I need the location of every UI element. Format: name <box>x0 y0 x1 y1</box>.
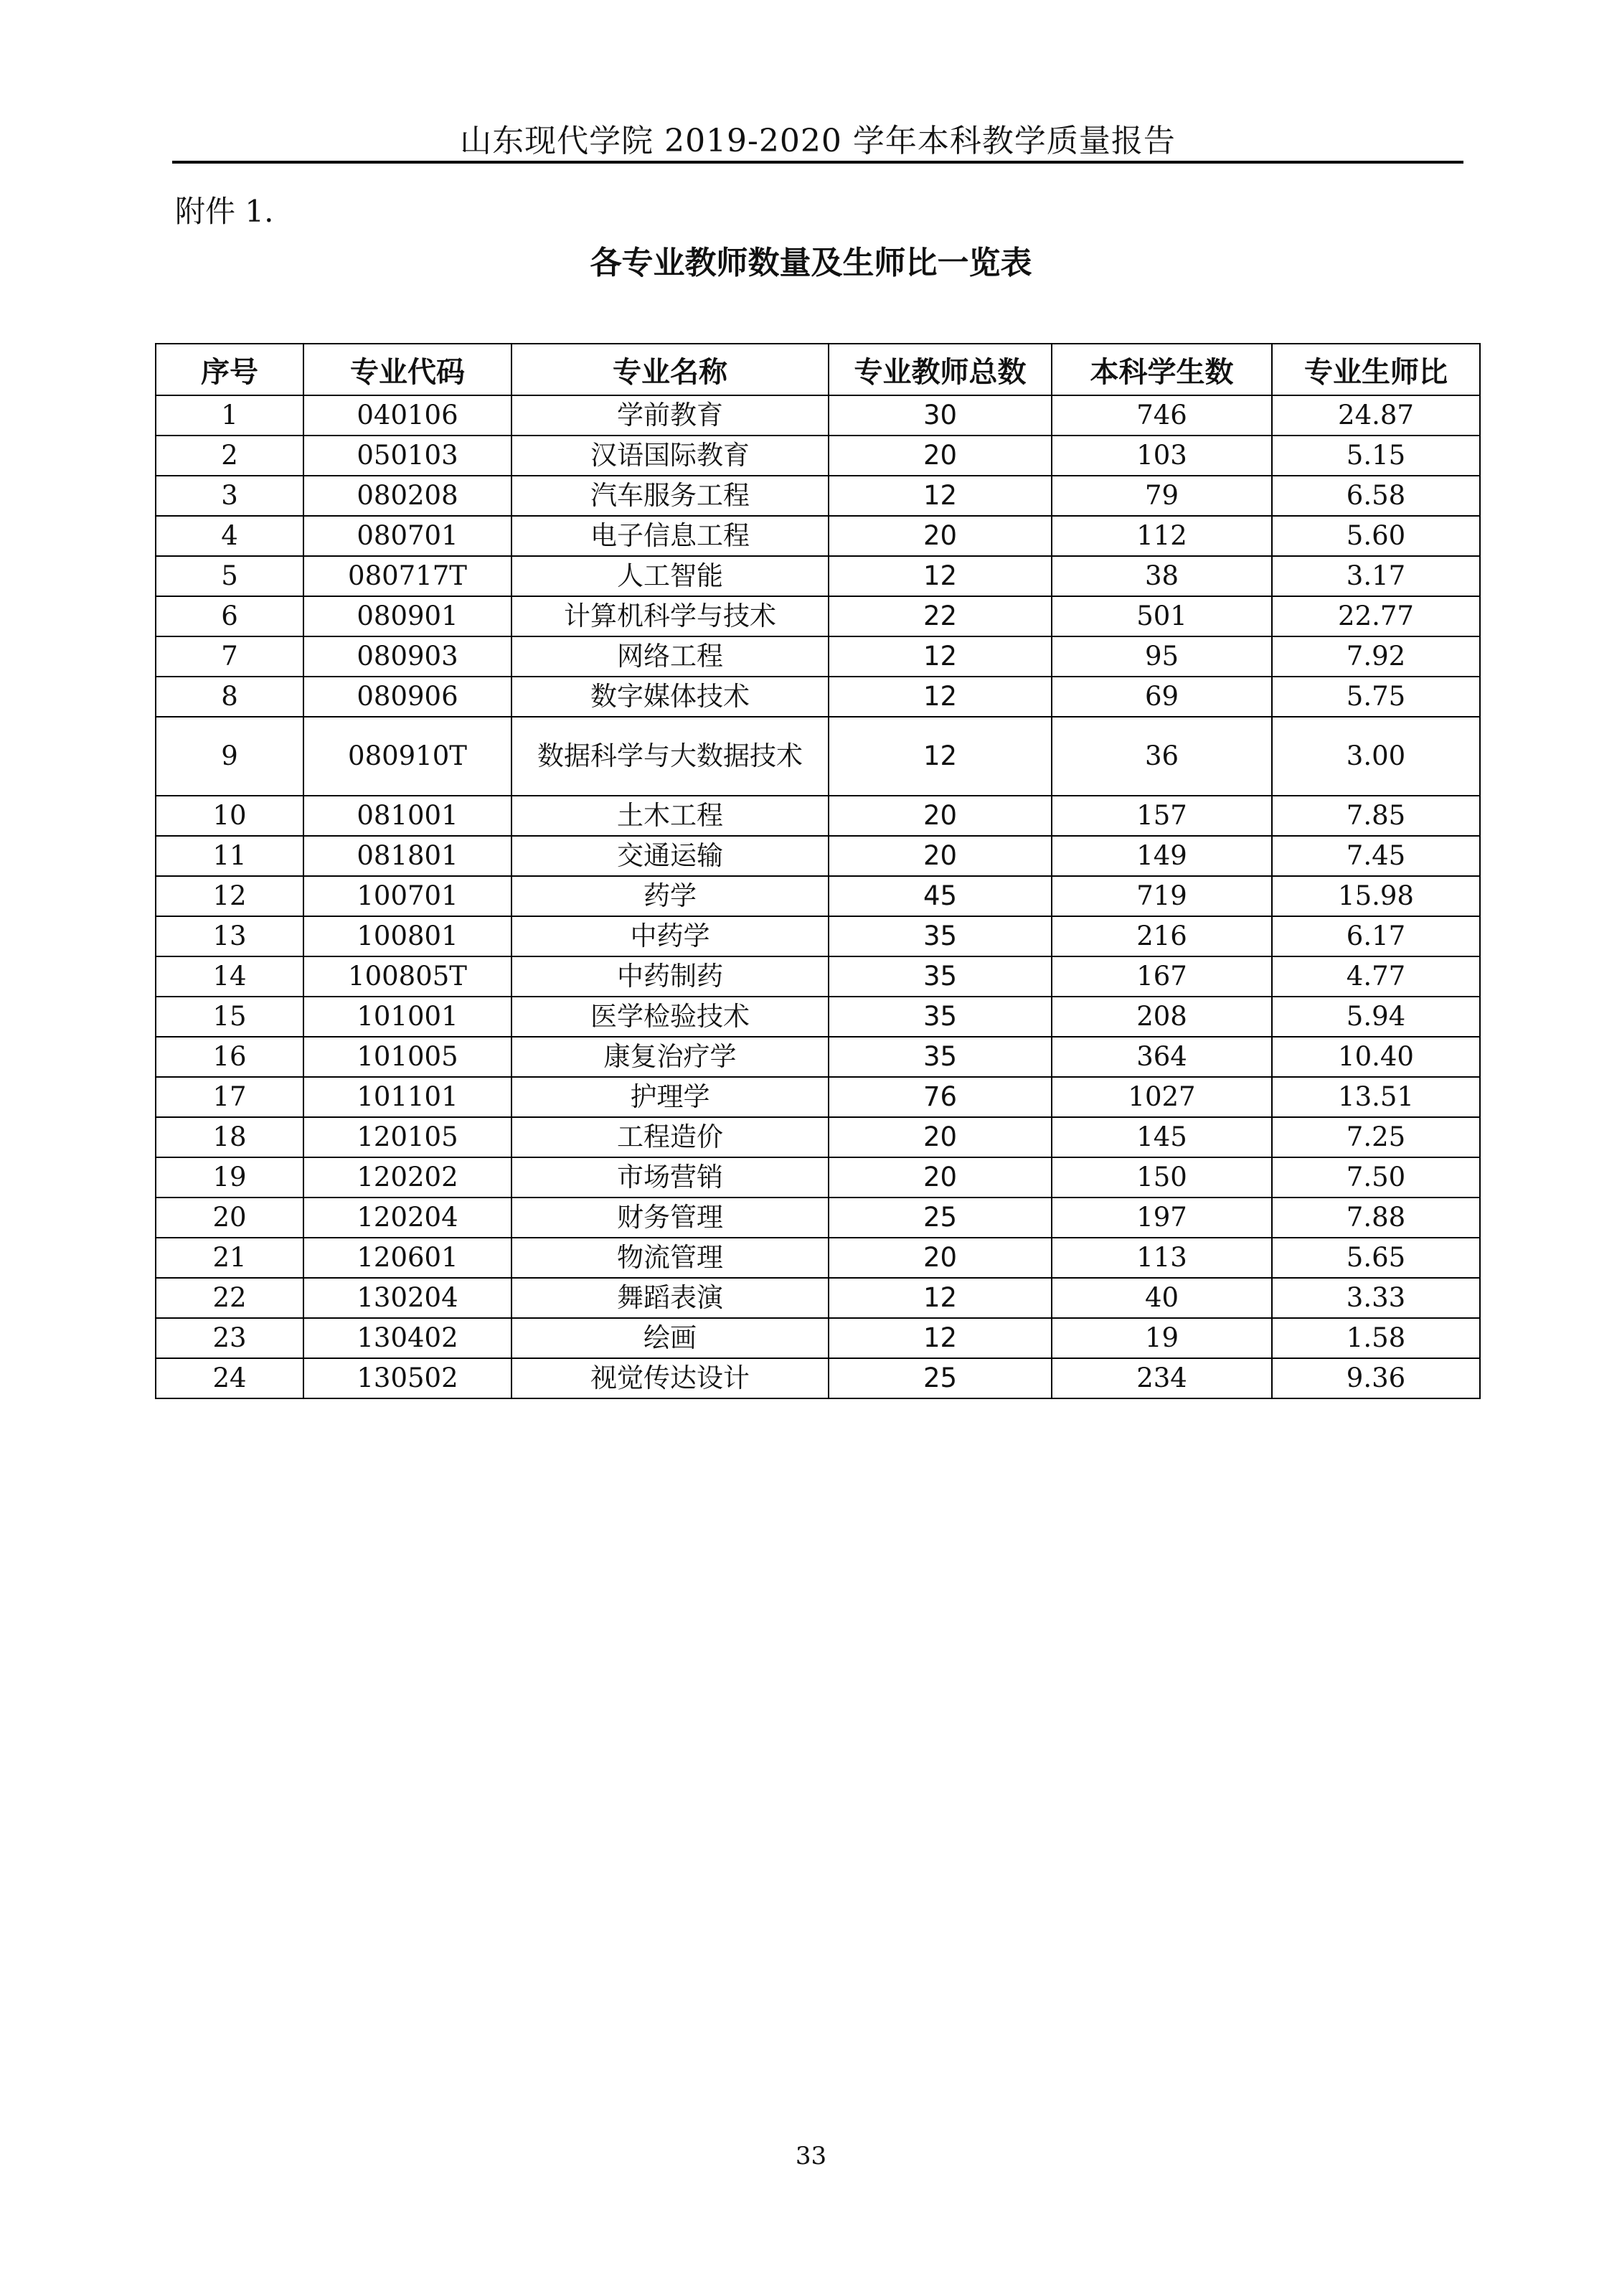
table-row <box>156 1077 1480 1117</box>
cell-students: 79 <box>1052 476 1272 516</box>
cell-no: 18 <box>156 1117 303 1157</box>
table-row <box>156 876 1480 916</box>
major-name: 中药制药 <box>617 960 723 992</box>
table-row <box>156 717 1480 796</box>
cell-no: 1 <box>156 395 303 436</box>
cell-students: 197 <box>1052 1198 1272 1238</box>
cell-name <box>511 876 829 916</box>
table-row <box>156 1238 1480 1278</box>
cell-teachers: 76 <box>829 1077 1052 1117</box>
cell-ratio: 7.88 <box>1272 1198 1480 1238</box>
cell-students: 1027 <box>1052 1077 1272 1117</box>
header-rule <box>172 161 1463 164</box>
cell-code: 120601 <box>303 1238 511 1278</box>
cell-teachers: 35 <box>829 997 1052 1037</box>
cell-students: 150 <box>1052 1157 1272 1198</box>
cell-code: 050103 <box>303 436 511 476</box>
table-row <box>156 1157 1480 1198</box>
cell-no: 3 <box>156 476 303 516</box>
cell-name <box>511 1238 829 1278</box>
cell-ratio: 9.36 <box>1272 1358 1480 1398</box>
cell-name <box>511 436 829 476</box>
cell-no: 9 <box>156 717 303 796</box>
cell-teachers: 12 <box>829 1278 1052 1318</box>
cell-ratio: 3.00 <box>1272 717 1480 796</box>
cell-ratio: 7.45 <box>1272 836 1480 876</box>
cell-students: 36 <box>1052 717 1272 796</box>
cell-ratio: 7.92 <box>1272 636 1480 677</box>
cell-no: 21 <box>156 1238 303 1278</box>
cell-no: 17 <box>156 1077 303 1117</box>
cell-students: 112 <box>1052 516 1272 556</box>
cell-ratio: 4.77 <box>1272 956 1480 997</box>
table-row <box>156 1358 1480 1398</box>
teacher-ratio-table <box>155 343 1481 1399</box>
cell-code: 081801 <box>303 836 511 876</box>
cell-students: 69 <box>1052 677 1272 717</box>
cell-ratio: 7.25 <box>1272 1117 1480 1157</box>
cell-students: 746 <box>1052 395 1272 436</box>
cell-ratio: 3.17 <box>1272 556 1480 596</box>
cell-teachers: 35 <box>829 916 1052 956</box>
cell-students: 103 <box>1052 436 1272 476</box>
cell-name <box>511 1358 829 1398</box>
cell-name <box>511 677 829 717</box>
cell-ratio: 7.85 <box>1272 796 1480 836</box>
cell-teachers: 12 <box>829 1318 1052 1358</box>
cell-code: 120105 <box>303 1117 511 1157</box>
major-name: 财务管理 <box>617 1201 723 1233</box>
cell-teachers: 20 <box>829 1117 1052 1157</box>
cell-code: 101005 <box>303 1037 511 1077</box>
major-name: 电子信息工程 <box>590 519 750 551</box>
cell-teachers: 20 <box>829 1157 1052 1198</box>
cell-name <box>511 1157 829 1198</box>
cell-no: 4 <box>156 516 303 556</box>
column-header-students: 本科学生数 <box>1052 344 1272 395</box>
major-name: 中药学 <box>630 920 710 951</box>
cell-no: 2 <box>156 436 303 476</box>
cell-ratio: 3.33 <box>1272 1278 1480 1318</box>
table-row <box>156 956 1480 997</box>
major-name: 数据科学与大数据技术 <box>537 740 803 771</box>
cell-no: 7 <box>156 636 303 677</box>
major-name: 舞蹈表演 <box>617 1281 723 1313</box>
cell-students: 234 <box>1052 1358 1272 1398</box>
cell-name <box>511 1278 829 1318</box>
cell-name <box>511 395 829 436</box>
cell-no: 24 <box>156 1358 303 1398</box>
table-row <box>156 516 1480 556</box>
cell-name <box>511 516 829 556</box>
major-name: 绘画 <box>643 1322 697 1353</box>
cell-code: 081001 <box>303 796 511 836</box>
table-body <box>156 395 1480 1398</box>
cell-name <box>511 636 829 677</box>
major-name: 工程造价 <box>617 1121 723 1152</box>
table-row <box>156 556 1480 596</box>
column-header-ratio: 专业生师比 <box>1272 344 1480 395</box>
cell-no: 15 <box>156 997 303 1037</box>
cell-students: 216 <box>1052 916 1272 956</box>
column-header-no: 序号 <box>156 344 303 395</box>
cell-no: 14 <box>156 956 303 997</box>
cell-teachers: 20 <box>829 796 1052 836</box>
cell-no: 20 <box>156 1198 303 1238</box>
cell-ratio: 13.51 <box>1272 1077 1480 1117</box>
cell-teachers: 35 <box>829 1037 1052 1077</box>
cell-code: 080910T <box>303 717 511 796</box>
cell-teachers: 25 <box>829 1358 1052 1398</box>
cell-students: 208 <box>1052 997 1272 1037</box>
cell-teachers: 20 <box>829 516 1052 556</box>
column-header-code: 专业代码 <box>303 344 511 395</box>
major-name: 人工智能 <box>617 560 723 591</box>
cell-students: 40 <box>1052 1278 1272 1318</box>
cell-code: 120204 <box>303 1198 511 1238</box>
cell-name <box>511 1117 829 1157</box>
cell-name <box>511 836 829 876</box>
cell-teachers: 22 <box>829 596 1052 636</box>
table-row <box>156 796 1480 836</box>
cell-students: 167 <box>1052 956 1272 997</box>
major-name: 计算机科学与技术 <box>564 600 776 631</box>
major-name: 药学 <box>643 880 697 911</box>
cell-no: 16 <box>156 1037 303 1077</box>
cell-no: 13 <box>156 916 303 956</box>
cell-ratio: 5.94 <box>1272 997 1480 1037</box>
cell-teachers: 20 <box>829 1238 1052 1278</box>
cell-ratio: 7.50 <box>1272 1157 1480 1198</box>
cell-students: 719 <box>1052 876 1272 916</box>
cell-code: 080901 <box>303 596 511 636</box>
cell-students: 113 <box>1052 1238 1272 1278</box>
table-row <box>156 1117 1480 1157</box>
cell-code: 130502 <box>303 1358 511 1398</box>
cell-code: 100805T <box>303 956 511 997</box>
major-name: 医学检验技术 <box>590 1000 750 1032</box>
cell-name <box>511 476 829 516</box>
cell-no: 11 <box>156 836 303 876</box>
cell-ratio: 15.98 <box>1272 876 1480 916</box>
cell-no: 23 <box>156 1318 303 1358</box>
cell-ratio: 5.65 <box>1272 1238 1480 1278</box>
cell-name <box>511 717 829 796</box>
major-name: 网络工程 <box>617 640 723 672</box>
page-number: 33 <box>795 2142 827 2170</box>
cell-teachers: 12 <box>829 556 1052 596</box>
cell-name <box>511 596 829 636</box>
cell-no: 22 <box>156 1278 303 1318</box>
table-row <box>156 997 1480 1037</box>
cell-no: 19 <box>156 1157 303 1198</box>
cell-teachers: 12 <box>829 717 1052 796</box>
major-name: 市场营销 <box>617 1161 723 1192</box>
cell-ratio: 5.60 <box>1272 516 1480 556</box>
cell-teachers: 30 <box>829 395 1052 436</box>
cell-code: 080717T <box>303 556 511 596</box>
cell-teachers: 12 <box>829 636 1052 677</box>
cell-no: 8 <box>156 677 303 717</box>
cell-ratio: 24.87 <box>1272 395 1480 436</box>
cell-ratio: 5.15 <box>1272 436 1480 476</box>
cell-students: 95 <box>1052 636 1272 677</box>
cell-ratio: 6.58 <box>1272 476 1480 516</box>
column-header-name: 专业名称 <box>511 344 829 395</box>
cell-no: 5 <box>156 556 303 596</box>
cell-teachers: 12 <box>829 677 1052 717</box>
cell-ratio: 10.40 <box>1272 1037 1480 1077</box>
table-row <box>156 677 1480 717</box>
cell-teachers: 12 <box>829 476 1052 516</box>
cell-ratio: 1.58 <box>1272 1318 1480 1358</box>
cell-no: 6 <box>156 596 303 636</box>
table-row <box>156 1278 1480 1318</box>
page-header: 山东现代学院 2019-2020 学年本科教学质量报告 <box>460 123 1176 159</box>
cell-students: 501 <box>1052 596 1272 636</box>
table-row <box>156 476 1480 516</box>
major-name: 汽车服务工程 <box>590 479 750 511</box>
cell-students: 364 <box>1052 1037 1272 1077</box>
table-row <box>156 596 1480 636</box>
cell-code: 130204 <box>303 1278 511 1318</box>
cell-name <box>511 997 829 1037</box>
table-row <box>156 1037 1480 1077</box>
table-row <box>156 436 1480 476</box>
cell-name <box>511 556 829 596</box>
cell-code: 100801 <box>303 916 511 956</box>
cell-students: 157 <box>1052 796 1272 836</box>
cell-code: 100701 <box>303 876 511 916</box>
major-name: 视觉传达设计 <box>590 1362 750 1393</box>
major-name: 物流管理 <box>617 1241 723 1273</box>
cell-no: 10 <box>156 796 303 836</box>
cell-name <box>511 916 829 956</box>
table-row <box>156 395 1480 436</box>
cell-ratio: 22.77 <box>1272 596 1480 636</box>
cell-code: 080906 <box>303 677 511 717</box>
cell-students: 19 <box>1052 1318 1272 1358</box>
cell-name <box>511 1318 829 1358</box>
cell-code: 120202 <box>303 1157 511 1198</box>
major-name: 汉语国际教育 <box>590 439 750 471</box>
table-row <box>156 916 1480 956</box>
cell-code: 101001 <box>303 997 511 1037</box>
table-row <box>156 636 1480 677</box>
column-header-teachers: 专业教师总数 <box>829 344 1052 395</box>
cell-teachers: 25 <box>829 1198 1052 1238</box>
major-name: 交通运输 <box>617 839 723 871</box>
cell-ratio: 6.17 <box>1272 916 1480 956</box>
major-name: 数字媒体技术 <box>590 680 750 712</box>
cell-code: 080208 <box>303 476 511 516</box>
cell-teachers: 45 <box>829 876 1052 916</box>
cell-teachers: 20 <box>829 836 1052 876</box>
cell-teachers: 35 <box>829 956 1052 997</box>
cell-students: 145 <box>1052 1117 1272 1157</box>
cell-teachers: 20 <box>829 436 1052 476</box>
cell-ratio: 5.75 <box>1272 677 1480 717</box>
attachment-label: 附件 1. <box>175 194 274 229</box>
cell-code: 101101 <box>303 1077 511 1117</box>
table-row <box>156 1318 1480 1358</box>
major-name: 护理学 <box>630 1081 710 1112</box>
cell-name <box>511 1198 829 1238</box>
table-row <box>156 836 1480 876</box>
cell-students: 38 <box>1052 556 1272 596</box>
major-name: 学前教育 <box>617 399 723 430</box>
cell-students: 149 <box>1052 836 1272 876</box>
cell-name <box>511 796 829 836</box>
cell-no: 12 <box>156 876 303 916</box>
cell-code: 080701 <box>303 516 511 556</box>
major-name: 土木工程 <box>617 799 723 831</box>
cell-code: 130402 <box>303 1318 511 1358</box>
table-row <box>156 1198 1480 1238</box>
table-title: 各专业教师数量及生师比一览表 <box>590 245 1032 281</box>
major-name: 康复治疗学 <box>603 1040 737 1072</box>
cell-code: 040106 <box>303 395 511 436</box>
cell-name <box>511 1037 829 1077</box>
table-header-row <box>156 344 1480 395</box>
cell-name <box>511 956 829 997</box>
cell-name <box>511 1077 829 1117</box>
cell-code: 080903 <box>303 636 511 677</box>
